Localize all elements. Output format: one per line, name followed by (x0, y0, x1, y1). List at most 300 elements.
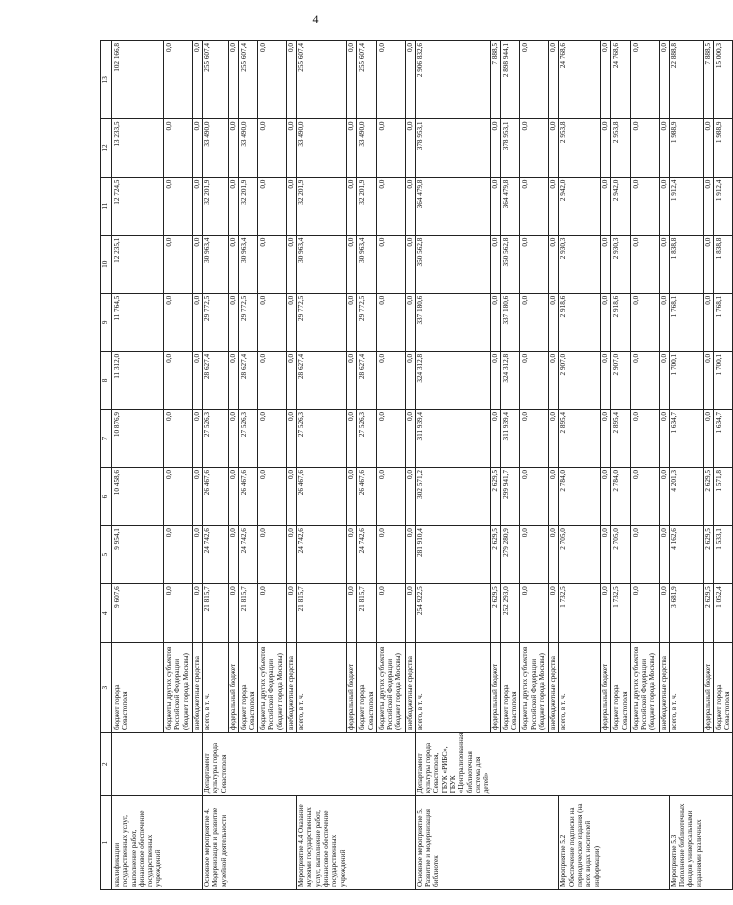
table-row (520, 41, 549, 890)
amount-cell: 2 705,0 (611, 526, 631, 584)
amount-cell: 11 312,0 (112, 351, 164, 409)
executor-cell (357, 733, 377, 796)
amount-cell: 0,0 (164, 235, 193, 293)
amount-cell: 0,0 (287, 293, 297, 351)
funding-source-cell: внебюджетные средства (659, 643, 669, 733)
funding-source-cell: федеральный бюджет (490, 643, 500, 733)
measure-name-cell (490, 796, 500, 890)
amount-cell: 0,0 (549, 526, 559, 584)
table-row (703, 41, 713, 890)
amount-cell: 0,0 (601, 351, 611, 409)
measure-name-cell (520, 796, 549, 890)
amount-cell: 364 479,8 (500, 177, 520, 235)
table-row (559, 41, 601, 890)
table-row (112, 41, 164, 890)
amount-cell: 1 988,9 (713, 119, 733, 177)
amount-cell: 24 768,6 (611, 41, 631, 120)
amount-cell: 0,0 (228, 409, 238, 467)
amount-cell: 0,0 (520, 293, 549, 351)
header-cell: 11 (101, 177, 112, 235)
amount-cell: 0,0 (549, 293, 559, 351)
table-row (347, 41, 357, 890)
amount-cell: 0,0 (228, 119, 238, 177)
amount-cell: 0,0 (376, 526, 405, 584)
amount-cell: 1 912,4 (669, 177, 703, 235)
amount-cell: 21 815,7 (203, 584, 228, 643)
amount-cell: 324 312,8 (500, 351, 520, 409)
table-row (228, 41, 238, 890)
table-body (112, 41, 733, 890)
amount-cell: 27 526,3 (297, 409, 347, 467)
amount-cell: 0,0 (601, 293, 611, 351)
amount-cell: 2 705,0 (559, 526, 601, 584)
amount-cell: 0,0 (376, 119, 405, 177)
table-row (669, 41, 703, 890)
amount-cell: 0,0 (490, 119, 500, 177)
amount-cell: 29 772,5 (203, 293, 228, 351)
funding-source-cell: бюджет города Севастополя (611, 643, 631, 733)
amount-cell: 364 479,8 (415, 177, 490, 235)
funding-source-cell: бюджет города Севастополя (500, 643, 520, 733)
amount-cell: 0,0 (164, 526, 193, 584)
amount-cell: 0,0 (405, 119, 415, 177)
amount-cell: 0,0 (258, 526, 287, 584)
amount-cell: 0,0 (287, 119, 297, 177)
amount-cell: 30 963,4 (238, 235, 258, 293)
amount-cell: 2 629,5 (703, 526, 713, 584)
amount-cell: 30 963,4 (203, 235, 228, 293)
amount-cell: 337 180,6 (500, 293, 520, 351)
header-cell: 12 (101, 119, 112, 177)
measure-name-cell (405, 796, 415, 890)
amount-cell: 28 627,4 (297, 351, 347, 409)
funding-source-cell: бюджеты других субъектов Российской Федерации (бюджет города Москвы) (376, 643, 405, 733)
executor-cell (258, 733, 287, 796)
amount-cell: 0,0 (164, 409, 193, 467)
amount-cell: 0,0 (659, 584, 669, 643)
executor-cell (297, 733, 347, 796)
amount-cell: 21 815,7 (357, 584, 377, 643)
measure-name-cell (287, 796, 297, 890)
amount-cell: 2 784,0 (611, 468, 631, 526)
amount-cell: 1 732,5 (559, 584, 601, 643)
amount-cell: 252 293,0 (500, 584, 520, 643)
amount-cell: 3 681,9 (669, 584, 703, 643)
amount-cell: 0,0 (287, 409, 297, 467)
amount-cell: 0,0 (630, 293, 659, 351)
amount-cell: 26 467,6 (203, 468, 228, 526)
amount-cell: 350 562,8 (500, 235, 520, 293)
amount-cell: 1 988,9 (669, 119, 703, 177)
amount-cell: 0,0 (659, 526, 669, 584)
amount-cell: 10 458,6 (112, 468, 164, 526)
amount-cell: 4 162,6 (669, 526, 703, 584)
amount-cell: 0,0 (703, 409, 713, 467)
amount-cell: 22 888,8 (669, 41, 703, 120)
measure-name-cell: квалификации государственных услуг, выполнение работ, финансовое обеспечение государственных учреждений (112, 796, 164, 890)
amount-cell: 2 907,0 (559, 351, 601, 409)
amount-cell: 0,0 (228, 177, 238, 235)
measure-name-cell (601, 796, 611, 890)
amount-cell: 255 607,4 (238, 41, 258, 120)
amount-cell: 27 526,3 (203, 409, 228, 467)
amount-cell: 2 784,0 (559, 468, 601, 526)
amount-cell: 0,0 (164, 293, 193, 351)
amount-cell: 0,0 (520, 41, 549, 120)
amount-cell: 0,0 (549, 41, 559, 120)
amount-cell: 0,0 (287, 351, 297, 409)
header-cell: 6 (101, 468, 112, 526)
executor-cell (611, 733, 631, 796)
amount-cell: 279 280,9 (500, 526, 520, 584)
amount-cell: 0,0 (520, 468, 549, 526)
amount-cell: 26 467,6 (357, 468, 377, 526)
amount-cell: 0,0 (193, 526, 203, 584)
executor-cell (669, 733, 703, 796)
amount-cell: 1 533,1 (713, 526, 733, 584)
amount-cell: 21 815,7 (238, 584, 258, 643)
amount-cell: 0,0 (703, 177, 713, 235)
amount-cell: 0,0 (228, 293, 238, 351)
table-row (630, 41, 659, 890)
amount-cell: 0,0 (659, 235, 669, 293)
table-row (297, 41, 347, 890)
amount-cell: 2 898 944,1 (500, 41, 520, 120)
executor-cell (630, 733, 659, 796)
amount-cell: 1 634,7 (669, 409, 703, 467)
amount-cell: 12 724,5 (112, 177, 164, 235)
amount-cell: 0,0 (520, 119, 549, 177)
amount-cell: 32 201,9 (357, 177, 377, 235)
executor-cell (405, 733, 415, 796)
amount-cell: 0,0 (193, 409, 203, 467)
amount-cell: 0,0 (703, 235, 713, 293)
amount-cell: 0,0 (630, 235, 659, 293)
funding-source-cell: внебюджетные средства (193, 643, 203, 733)
measure-name-cell (238, 796, 258, 890)
amount-cell: 0,0 (520, 584, 549, 643)
amount-cell: 27 526,3 (238, 409, 258, 467)
funding-source-cell: бюджет города Севастополя (238, 643, 258, 733)
amount-cell: 2 629,5 (490, 526, 500, 584)
amount-cell: 254 922,5 (415, 584, 490, 643)
amount-cell: 350 562,8 (415, 235, 490, 293)
amount-cell: 0,0 (193, 177, 203, 235)
amount-cell: 0,0 (520, 235, 549, 293)
measure-name-cell (659, 796, 669, 890)
funding-source-cell: бюджеты других субъектов Российской Федерации (бюджет города Москвы) (630, 643, 659, 733)
amount-cell: 281 910,4 (415, 526, 490, 584)
table-row (659, 41, 669, 890)
amount-cell: 10 876,9 (112, 409, 164, 467)
amount-cell: 0,0 (601, 584, 611, 643)
amount-cell: 15 000,3 (713, 41, 733, 120)
executor-cell (500, 733, 520, 796)
amount-cell: 0,0 (287, 468, 297, 526)
header-cell: 4 (101, 584, 112, 643)
amount-cell: 337 180,6 (415, 293, 490, 351)
measure-name-cell (357, 796, 377, 890)
measure-name-cell (347, 796, 357, 890)
header-cell: 9 (101, 293, 112, 351)
amount-cell: 0,0 (703, 119, 713, 177)
amount-cell: 30 963,4 (357, 235, 377, 293)
amount-cell: 2 918,6 (611, 293, 631, 351)
amount-cell: 29 772,5 (238, 293, 258, 351)
amount-cell: 0,0 (601, 526, 611, 584)
measure-name-cell (258, 796, 287, 890)
table-row (713, 41, 733, 890)
amount-cell: 0,0 (405, 468, 415, 526)
amount-cell: 11 764,5 (112, 293, 164, 351)
executor-cell (287, 733, 297, 796)
executor-cell (228, 733, 238, 796)
amount-cell: 0,0 (376, 351, 405, 409)
amount-cell: 12 235,1 (112, 235, 164, 293)
amount-cell: 0,0 (703, 351, 713, 409)
amount-cell: 0,0 (659, 293, 669, 351)
amount-cell: 0,0 (164, 41, 193, 120)
amount-cell: 0,0 (490, 293, 500, 351)
amount-cell: 1 634,7 (713, 409, 733, 467)
amount-cell: 2 629,5 (490, 584, 500, 643)
funding-source-cell: всего, в т. ч. (203, 643, 228, 733)
amount-cell: 0,0 (193, 235, 203, 293)
amount-cell: 2 942,0 (611, 177, 631, 235)
amount-cell: 255 607,4 (357, 41, 377, 120)
amount-cell: 7 888,5 (703, 41, 713, 120)
table-row (549, 41, 559, 890)
funding-source-cell: бюджеты других субъектов Российской Федерации (бюджет города Москвы) (520, 643, 549, 733)
amount-cell: 0,0 (347, 351, 357, 409)
amount-cell: 0,0 (630, 584, 659, 643)
amount-cell: 0,0 (228, 41, 238, 120)
amount-cell: 0,0 (164, 119, 193, 177)
amount-cell: 0,0 (193, 119, 203, 177)
amount-cell: 1 052,4 (713, 584, 733, 643)
amount-cell: 0,0 (258, 468, 287, 526)
amount-cell: 0,0 (490, 235, 500, 293)
amount-cell: 0,0 (347, 409, 357, 467)
amount-cell: 2 895,4 (559, 409, 601, 467)
amount-cell: 0,0 (258, 41, 287, 120)
funding-source-cell: внебюджетные средства (549, 643, 559, 733)
table-row (611, 41, 631, 890)
table-row (287, 41, 297, 890)
amount-cell: 0,0 (287, 584, 297, 643)
measure-name-cell (376, 796, 405, 890)
amount-cell: 2 907,0 (611, 351, 631, 409)
measure-name-cell: Мероприятие 5.2 Обеспечение подписки на периодические издания (на всех видах носителей информации) (559, 796, 601, 890)
amount-cell: 29 772,5 (297, 293, 347, 351)
amount-cell: 0,0 (405, 293, 415, 351)
header-cell: 13 (101, 41, 112, 120)
measure-name-cell (500, 796, 520, 890)
amount-cell: 0,0 (630, 177, 659, 235)
amount-cell: 0,0 (630, 41, 659, 120)
amount-cell: 9 954,1 (112, 526, 164, 584)
amount-cell: 0,0 (193, 584, 203, 643)
page-number: 4 (312, 12, 319, 26)
amount-cell: 13 233,5 (112, 119, 164, 177)
amount-cell: 0,0 (549, 235, 559, 293)
budget-table (100, 40, 733, 890)
amount-cell: 0,0 (703, 293, 713, 351)
amount-cell: 0,0 (228, 468, 238, 526)
header-cell: 3 (101, 643, 112, 733)
amount-cell: 32 201,9 (238, 177, 258, 235)
amount-cell: 0,0 (405, 526, 415, 584)
amount-cell: 2 906 832,6 (415, 41, 490, 120)
amount-cell: 1 838,8 (713, 235, 733, 293)
header-cell: 8 (101, 351, 112, 409)
amount-cell: 0,0 (549, 351, 559, 409)
executor-cell (549, 733, 559, 796)
table-row (258, 41, 287, 890)
amount-cell: 0,0 (347, 41, 357, 120)
amount-cell: 4 201,3 (669, 468, 703, 526)
amount-cell: 0,0 (228, 584, 238, 643)
amount-cell: 0,0 (376, 293, 405, 351)
amount-cell: 0,0 (630, 526, 659, 584)
amount-cell: 2 953,8 (611, 119, 631, 177)
rotated-table-area (100, 40, 731, 890)
header-cell: 10 (101, 235, 112, 293)
amount-cell: 0,0 (376, 584, 405, 643)
amount-cell: 33 490,0 (357, 119, 377, 177)
amount-cell: 0,0 (659, 351, 669, 409)
funding-source-cell: всего, в т. ч. (297, 643, 347, 733)
amount-cell: 0,0 (405, 41, 415, 120)
amount-cell: 29 772,5 (357, 293, 377, 351)
executor-cell (112, 733, 164, 796)
measure-name-cell (193, 796, 203, 890)
amount-cell: 299 941,7 (500, 468, 520, 526)
table-row (357, 41, 377, 890)
funding-source-cell: федеральный бюджет (703, 643, 713, 733)
table-row (405, 41, 415, 890)
header-cell: 5 (101, 526, 112, 584)
table-row (415, 41, 490, 890)
executor-cell (659, 733, 669, 796)
amount-cell: 0,0 (193, 468, 203, 526)
funding-source-cell: бюджет города Севастополя (357, 643, 377, 733)
executor-cell (559, 733, 601, 796)
amount-cell: 0,0 (164, 351, 193, 409)
table-row (164, 41, 193, 890)
amount-cell: 0,0 (405, 409, 415, 467)
amount-cell: 0,0 (520, 526, 549, 584)
funding-source-cell: федеральный бюджет (347, 643, 357, 733)
amount-cell: 0,0 (630, 409, 659, 467)
amount-cell: 1 732,5 (611, 584, 631, 643)
rotated-table-wrapper (100, 40, 731, 890)
amount-cell: 0,0 (376, 177, 405, 235)
amount-cell: 0,0 (659, 409, 669, 467)
amount-cell: 0,0 (164, 177, 193, 235)
amount-cell: 24 742,6 (238, 526, 258, 584)
amount-cell: 28 627,4 (357, 351, 377, 409)
amount-cell: 9 607,6 (112, 584, 164, 643)
amount-cell: 21 815,7 (297, 584, 347, 643)
funding-source-cell: всего, в т. ч. (415, 643, 490, 733)
executor-cell (347, 733, 357, 796)
amount-cell: 33 490,0 (238, 119, 258, 177)
table-row (500, 41, 520, 890)
amount-cell: 302 571,2 (415, 468, 490, 526)
funding-source-cell: бюджеты других субъектов Российской Федерации (бюджет города Москвы) (258, 643, 287, 733)
amount-cell: 0,0 (287, 526, 297, 584)
amount-cell: 378 953,1 (415, 119, 490, 177)
amount-cell: 2 918,6 (559, 293, 601, 351)
header-cell: 1 (101, 796, 112, 890)
amount-cell: 0,0 (287, 235, 297, 293)
amount-cell: 32 201,9 (297, 177, 347, 235)
amount-cell: 0,0 (601, 409, 611, 467)
measure-name-cell: Мероприятие 4.4 Оказание музеями государственных услуг, выполнение работ, финансовое обеспечение государственных учреждений (297, 796, 347, 890)
amount-cell: 0,0 (601, 119, 611, 177)
amount-cell: 311 939,4 (500, 409, 520, 467)
amount-cell: 0,0 (405, 177, 415, 235)
amount-cell: 7 888,5 (490, 41, 500, 120)
amount-cell: 311 939,4 (415, 409, 490, 467)
amount-cell: 0,0 (520, 351, 549, 409)
measure-name-cell (549, 796, 559, 890)
table-row (238, 41, 258, 890)
measure-name-cell (228, 796, 238, 890)
measure-name-cell: Мероприятие 5.3 Пополнение библиотечных фондов универсальными изданиями различных (669, 796, 703, 890)
funding-source-cell: федеральный бюджет (228, 643, 238, 733)
executor-cell (193, 733, 203, 796)
amount-cell: 324 312,8 (415, 351, 490, 409)
amount-cell: 1 700,1 (669, 351, 703, 409)
amount-cell: 0,0 (549, 119, 559, 177)
executor-cell (490, 733, 500, 796)
amount-cell: 0,0 (520, 177, 549, 235)
table-row (203, 41, 228, 890)
amount-cell: 1 700,1 (713, 351, 733, 409)
measure-name-cell (611, 796, 631, 890)
amount-cell: 0,0 (347, 293, 357, 351)
amount-cell: 0,0 (405, 351, 415, 409)
amount-cell: 2 942,0 (559, 177, 601, 235)
header-cell: 2 (101, 733, 112, 796)
amount-cell: 24 742,6 (297, 526, 347, 584)
amount-cell: 0,0 (258, 351, 287, 409)
amount-cell: 0,0 (193, 293, 203, 351)
amount-cell: 0,0 (376, 409, 405, 467)
table-row (490, 41, 500, 890)
amount-cell: 0,0 (405, 584, 415, 643)
amount-cell: 0,0 (549, 468, 559, 526)
amount-cell: 0,0 (630, 119, 659, 177)
table-row (193, 41, 203, 890)
amount-cell: 0,0 (601, 177, 611, 235)
amount-cell: 0,0 (164, 468, 193, 526)
amount-cell: 28 627,4 (238, 351, 258, 409)
amount-cell: 0,0 (258, 293, 287, 351)
amount-cell: 255 607,4 (203, 41, 228, 120)
amount-cell: 1 768,1 (669, 293, 703, 351)
amount-cell: 2 629,5 (490, 468, 500, 526)
amount-cell: 0,0 (164, 584, 193, 643)
table-row (601, 41, 611, 890)
measure-name-cell (703, 796, 713, 890)
amount-cell: 2 930,3 (559, 235, 601, 293)
amount-cell: 33 490,0 (203, 119, 228, 177)
amount-cell: 1 571,8 (713, 468, 733, 526)
amount-cell: 0,0 (193, 351, 203, 409)
